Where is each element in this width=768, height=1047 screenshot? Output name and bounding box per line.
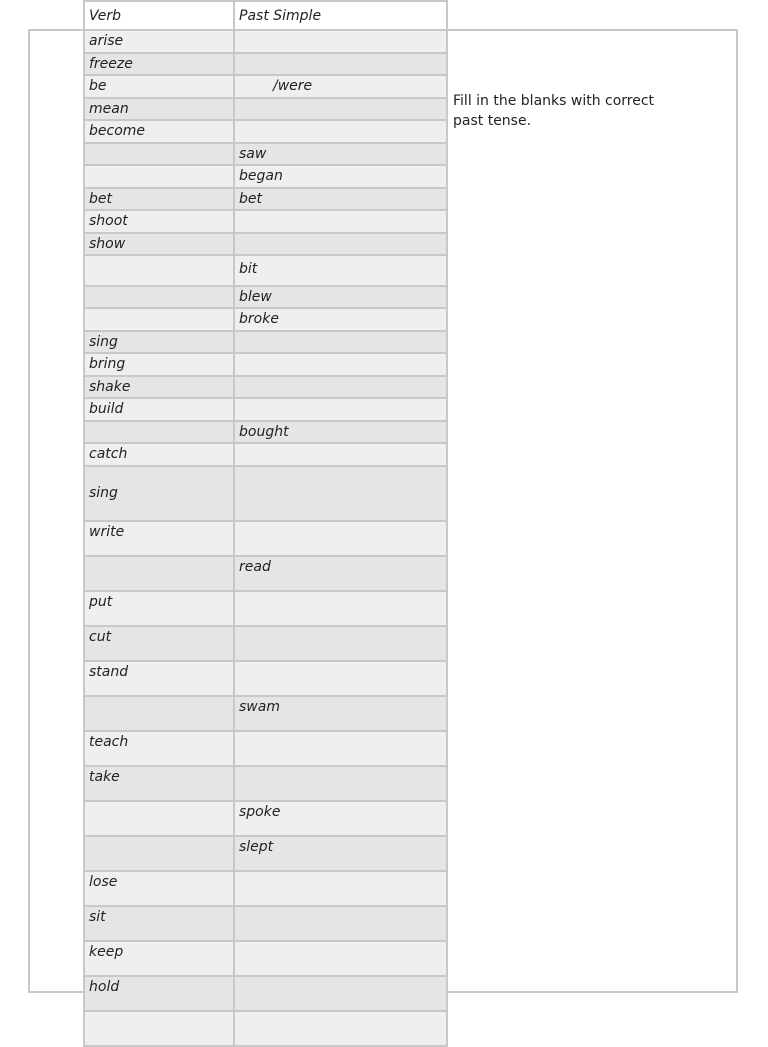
verb-cell[interactable] [85, 309, 235, 332]
table-row [85, 522, 446, 557]
past-simple-cell[interactable] [235, 767, 446, 802]
past-simple-cell: spoke [235, 802, 446, 837]
past-simple-cell[interactable] [235, 399, 446, 422]
verb-cell: mean [85, 99, 235, 121]
table-row [85, 287, 446, 309]
table-row [85, 627, 446, 662]
past-simple-cell[interactable] [235, 332, 446, 354]
past-simple-cell[interactable] [235, 377, 446, 399]
verb-cell: stand [85, 662, 235, 697]
table-row [85, 31, 446, 54]
past-simple-cell[interactable] [235, 522, 446, 557]
table-row [85, 422, 446, 444]
past-simple-cell: blew [235, 287, 446, 309]
past-simple-cell[interactable] [235, 54, 446, 76]
table-row [85, 802, 446, 837]
past-simple-cell[interactable] [235, 907, 446, 942]
verb-cell: be [85, 76, 235, 99]
table-row [85, 557, 446, 592]
table-row [85, 144, 446, 166]
verb-cell: cut [85, 627, 235, 662]
table-row [85, 837, 446, 872]
past-simple-cell[interactable] [235, 977, 446, 1012]
past-simple-cell[interactable] [235, 1012, 446, 1047]
past-simple-cell[interactable] [235, 627, 446, 662]
table-row [85, 256, 446, 287]
past-simple-cell: bit [235, 256, 446, 287]
verb-cell[interactable] [85, 802, 235, 837]
verb-cell: build [85, 399, 235, 422]
past-simple-cell: read [235, 557, 446, 592]
past-simple-cell[interactable] [235, 662, 446, 697]
verb-cell: keep [85, 942, 235, 977]
past-simple-cell[interactable] [235, 354, 446, 377]
verb-cell: sing [85, 332, 235, 354]
table-row [85, 166, 446, 189]
header-verb: Verb [85, 0, 235, 31]
verb-cell: sing [85, 467, 235, 522]
verb-cell: arise [85, 31, 235, 54]
verb-cell: shoot [85, 211, 235, 234]
table-row [85, 1012, 446, 1047]
table-row [85, 444, 446, 467]
table-row [85, 662, 446, 697]
instruction-text: Fill in the blanks with correct past tense. [453, 93, 655, 129]
verb-cell[interactable] [85, 287, 235, 309]
table-row [85, 942, 446, 977]
table-row [85, 234, 446, 256]
verb-table [83, 0, 448, 1047]
table-row [85, 467, 446, 522]
verb-cell[interactable] [85, 837, 235, 872]
verb-cell[interactable] [85, 557, 235, 592]
past-simple-cell[interactable] [235, 234, 446, 256]
past-simple-cell[interactable] [235, 942, 446, 977]
past-simple-cell: broke [235, 309, 446, 332]
past-simple-cell[interactable] [235, 99, 446, 121]
past-simple-cell[interactable] [235, 121, 446, 144]
table-row [85, 732, 446, 767]
past-simple-cell: bought [235, 422, 446, 444]
table-row [85, 592, 446, 627]
verb-cell[interactable] [85, 166, 235, 189]
verb-cell[interactable] [85, 1012, 235, 1047]
verb-cell: bring [85, 354, 235, 377]
table-row [85, 76, 446, 99]
table-row [85, 121, 446, 144]
header-past-simple: Past Simple [235, 0, 446, 31]
past-simple-cell: bet [235, 189, 446, 211]
verb-cell[interactable] [85, 697, 235, 732]
past-simple-cell: saw [235, 144, 446, 166]
verb-cell: catch [85, 444, 235, 467]
past-simple-cell: slept [235, 837, 446, 872]
verb-cell: hold [85, 977, 235, 1012]
past-simple-cell: /were [235, 76, 446, 99]
verb-cell[interactable] [85, 422, 235, 444]
past-simple-cell: began [235, 166, 446, 189]
verb-cell: show [85, 234, 235, 256]
table-row [85, 977, 446, 1012]
verb-cell: become [85, 121, 235, 144]
past-simple-cell[interactable] [235, 211, 446, 234]
table-row [85, 399, 446, 422]
table-row [85, 354, 446, 377]
verb-cell: take [85, 767, 235, 802]
verb-cell: bet [85, 189, 235, 211]
table-row [85, 697, 446, 732]
past-simple-cell[interactable] [235, 31, 446, 54]
table-row [85, 54, 446, 76]
verb-cell: shake [85, 377, 235, 399]
verb-cell: sit [85, 907, 235, 942]
past-simple-cell[interactable] [235, 444, 446, 467]
past-simple-cell[interactable] [235, 592, 446, 627]
table-row [85, 377, 446, 399]
table-row [85, 767, 446, 802]
verb-cell[interactable] [85, 144, 235, 166]
verb-cell: write [85, 522, 235, 557]
past-simple-cell[interactable] [235, 467, 446, 522]
verb-cell: put [85, 592, 235, 627]
table-row [85, 309, 446, 332]
table-row [85, 907, 446, 942]
verb-cell: lose [85, 872, 235, 907]
verb-cell: freeze [85, 54, 235, 76]
table-row [85, 189, 446, 211]
past-simple-cell: swam [235, 697, 446, 732]
table-header [85, 0, 446, 31]
table-row [85, 211, 446, 234]
table-row [85, 332, 446, 354]
past-simple-cell[interactable] [235, 732, 446, 767]
verb-cell: teach [85, 732, 235, 767]
past-simple-cell[interactable] [235, 872, 446, 907]
table-row [85, 872, 446, 907]
verb-cell[interactable] [85, 256, 235, 287]
table-row [85, 99, 446, 121]
